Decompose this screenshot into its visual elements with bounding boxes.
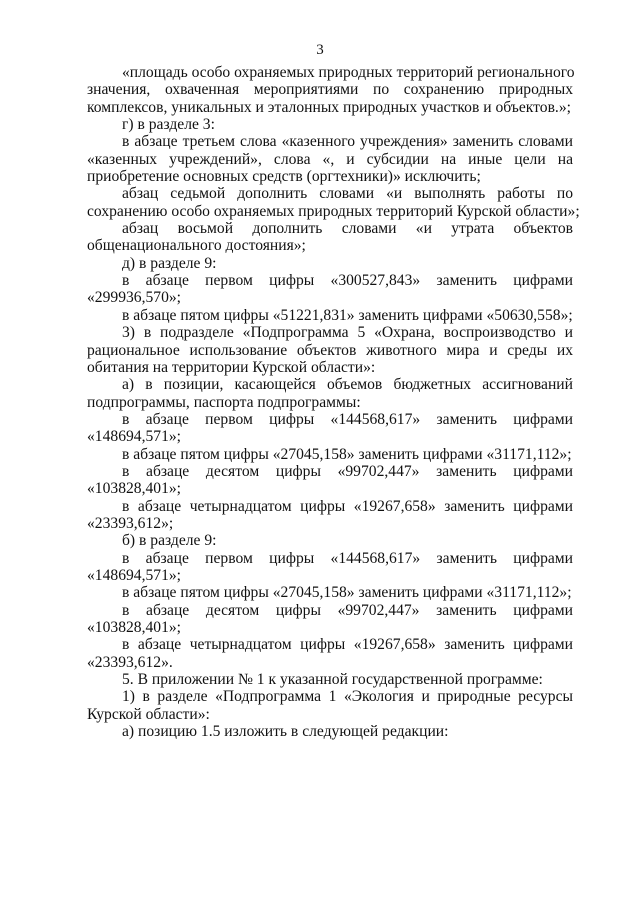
- text-line: «23393,612»;: [87, 514, 174, 532]
- text-line: в абзаце десятом цифры «99702,447» заменить цифрами: [122, 462, 573, 480]
- text-line: в абзаце пятом цифры «27045,158» заменить цифрами «31171,112»;: [122, 445, 572, 463]
- text-line: общенационального достояния»;: [87, 237, 306, 255]
- text-line: «казенных учреждений», слова «, и субсидии на иные цели на: [87, 150, 573, 168]
- text-line: в абзаце десятом цифры «99702,447» заменить цифрами: [122, 601, 573, 619]
- page-number: 3: [316, 42, 324, 58]
- text-line: в абзаце пятом цифры «51221,831» заменить цифрами «50630,558»;: [122, 306, 573, 324]
- text-line: «103828,401»;: [87, 480, 181, 498]
- text-line: «23393,612».: [87, 653, 173, 671]
- text-line: в абзаце первом цифры «144568,617» заменить цифрами: [122, 549, 573, 567]
- text-line: г) в разделе 3:: [122, 116, 215, 134]
- text-line: «148694,571»;: [87, 428, 181, 446]
- text-line: «площадь особо охраняемых природных территорий регионального: [122, 64, 575, 81]
- text-line: «299936,570»;: [87, 289, 181, 307]
- document-body: [87, 64, 580, 741]
- text-line: рациональное использование объектов животного мира и среды их: [87, 341, 573, 359]
- text-line: абзац восьмой дополнить словами «и утрата объектов: [122, 220, 573, 238]
- text-line: значения, охваченная мероприятиями по сохранению природных: [87, 81, 573, 99]
- text-line: «148694,571»;: [87, 566, 181, 584]
- text-line: Курской области»:: [87, 705, 210, 723]
- text-line: в абзаце первом цифры «300527,843» заменить цифрами: [122, 272, 573, 290]
- text-line: в абзаце пятом цифры «27045,158» заменить цифрами «31171,112»;: [122, 584, 572, 602]
- text-line: в абзаце первом цифры «144568,617» заменить цифрами: [122, 410, 573, 428]
- text-line: 3) в подразделе «Подпрограмма 5 «Охрана, воспроизводство и: [122, 324, 573, 342]
- text-line: в абзаце четырнадцатом цифры «19267,658» заменить цифрами: [122, 497, 573, 515]
- text-line: в абзаце третьем слова «казенного учреждения» заменить словами: [122, 133, 573, 151]
- text-line: 1) в разделе «Подпрограмма 1 «Экология и природные ресурсы: [122, 688, 573, 706]
- text-line: д) в разделе 9:: [122, 254, 217, 272]
- text-line: 5. В приложении № 1 к указанной государственной программе:: [122, 671, 543, 689]
- text-line: обитания на территории Курской области»:: [87, 358, 376, 376]
- text-line: приобретение основных средств (оргтехники)» исключить;: [87, 168, 481, 186]
- text-line: в абзаце четырнадцатом цифры «19267,658» заменить цифрами: [122, 636, 573, 654]
- text-line: б) в разделе 9:: [122, 532, 217, 550]
- text-line: а) позицию 1.5 изложить в следующей редакции:: [122, 723, 449, 741]
- text-line: а) в позиции, касающейся объемов бюджетных ассигнований: [122, 376, 573, 394]
- text-line: абзац седьмой дополнить словами «и выполнять работы по: [122, 185, 573, 203]
- text-line: подпрограммы, паспорта подпрограммы:: [87, 393, 361, 411]
- text-line: сохранению особо охраняемых природных территорий Курской области»;: [87, 202, 580, 220]
- text-line: «103828,401»;: [87, 619, 181, 636]
- text-line: комплексов, уникальных и эталонных природных участков и объектов.»;: [87, 98, 571, 116]
